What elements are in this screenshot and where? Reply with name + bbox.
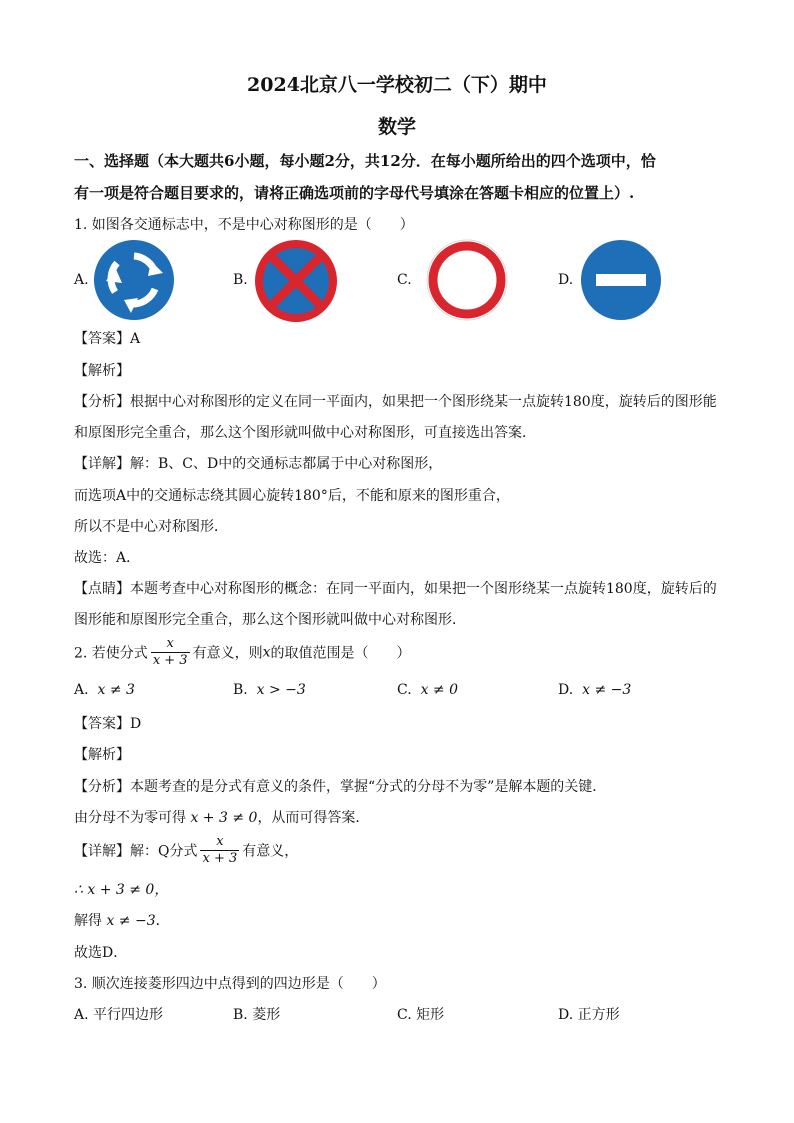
q2-option-b-value: x > −3 xyxy=(256,682,306,698)
section-heading-line1: 一、选择题（本大题共6小题，每小题2分，共12分．在每小题所给出的四个选项中，恰 xyxy=(74,152,656,170)
q2-option-a-value: x ≠ 3 xyxy=(97,682,135,698)
q2-answer: 【答案】D xyxy=(74,716,142,732)
no-entry-sign-icon xyxy=(580,239,662,321)
q2-option-d-label: D. xyxy=(558,682,574,698)
q3-option-a: A. 平行四边形 xyxy=(74,1007,164,1023)
q2-option-a-label: A. xyxy=(74,682,89,698)
q2-solve-post: ． xyxy=(155,913,170,929)
roundabout-sign-icon xyxy=(93,239,175,321)
q2-xiangjie-fraction xyxy=(200,834,239,867)
q2-reason-pre: 由分母不为零可得 xyxy=(74,810,186,826)
q1-xiangjie-line3: 所以不是中心对称图形． xyxy=(74,519,228,535)
q2-solve-pre: 解得 xyxy=(74,913,102,929)
q3-option-b: B. 菱形 xyxy=(233,1007,281,1023)
q1-dianjing-line2: 图形能和原图形完全重合，那么这个图形就叫做中心对称图形． xyxy=(74,612,466,628)
q2-option-a xyxy=(74,682,135,698)
q2-option-b-label: B. xyxy=(233,682,248,698)
no-vehicles-sign-icon xyxy=(426,239,508,321)
q2-solve-math: x ≠ −3 xyxy=(106,913,156,929)
q2-stem-end: 的取值范围是（ ） xyxy=(270,645,411,662)
q1-option-c-label: C. xyxy=(397,272,412,288)
q1-stem: 1. 如图各交通标志中，不是中心对称图形的是（ ） xyxy=(74,217,414,233)
q2-analysis-heading: 【解析】 xyxy=(74,747,130,763)
q2-stem-pre: 2. 若使分式 xyxy=(74,645,148,662)
q2-option-c-label: C. xyxy=(397,682,412,698)
q1-fenxi-line1: 【分析】根据中心对称图形的定义在同一平面内，如果把一个图形绕某一点旋转180度，旋转后的图形能 xyxy=(74,394,717,410)
q1-option-a-label: A. xyxy=(74,272,89,288)
q2-stem xyxy=(74,636,410,669)
q1-dianjing-line1: 【点睛】本题考查中心对称图形的概念：在同一平面内，如果把一个图形绕某一点旋转180度，旋转后的 xyxy=(74,581,717,597)
q1-answer: 【答案】A xyxy=(74,331,141,347)
q2-xiangjie-fraction-numerator: x xyxy=(200,834,239,851)
q2-stem-var: x xyxy=(262,644,271,661)
q2-xiangjie-post: 有意义， xyxy=(242,843,299,860)
q2-option-c-value: x ≠ 0 xyxy=(420,682,459,698)
q2-option-b xyxy=(233,682,306,698)
q1-choose: 故选：A． xyxy=(74,550,141,566)
q2-xiangjie xyxy=(74,834,298,867)
q3-option-d: D. 正方形 xyxy=(558,1007,620,1023)
q2-reason-math: x + 3 ≠ 0 xyxy=(190,810,258,826)
q1-xiangjie-line1: 【详解】解：B、C、D中的交通标志都属于中心对称图形， xyxy=(74,456,443,472)
q3-option-c: C. 矩形 xyxy=(397,1007,445,1023)
no-stopping-sign-icon xyxy=(254,239,338,323)
q3-stem: 3. 顺次连接菱形四边中点得到的四边形是（ ） xyxy=(74,976,386,992)
q2-option-d xyxy=(558,682,631,698)
q2-fraction-numerator: x xyxy=(151,636,190,653)
q2-xiangjie-pre: 【详解】解：Q分式 xyxy=(74,843,198,860)
page-title: 2024北京八一学校初二（下）期中 xyxy=(247,74,547,96)
q2-fraction xyxy=(151,636,190,669)
q2-fenxi: 【分析】本题考查的是分式有意义的条件，掌握“分式的分母不为零”是解本题的关键． xyxy=(74,779,607,795)
q1-option-d-label: D. xyxy=(558,272,574,288)
q2-reason-post: ，从而可得答案． xyxy=(257,810,370,826)
q2-choose: 故选D． xyxy=(74,945,128,961)
q2-therefore: ∴ x + 3 ≠ 0， xyxy=(74,882,169,898)
q2-fraction-denominator: x + 3 xyxy=(152,653,188,668)
q1-xiangjie-line2: 而选项A中的交通标志绕其圆心旋转180°后，不能和原来的图形重合， xyxy=(74,488,510,504)
q2-solve xyxy=(74,910,170,930)
q2-option-c xyxy=(397,682,458,698)
page-subtitle: 数学 xyxy=(377,116,416,138)
q1-analysis-heading: 【解析】 xyxy=(74,363,130,379)
q1-fenxi-line2: 和原图形完全重合，那么这个图形就叫做中心对称图形，可直接选出答案． xyxy=(74,425,536,441)
section-heading-line2: 有一项是符合题目要求的，请将正确选项前的字母代号填涂在答题卡相应的位置上）. xyxy=(74,184,635,202)
q2-xiangjie-fraction-denominator: x + 3 xyxy=(202,851,238,866)
q2-option-d-value: x ≠ −3 xyxy=(582,682,632,698)
q2-reason-line xyxy=(74,807,369,827)
q2-stem-post: 有意义，则 xyxy=(192,645,263,662)
q1-option-b-label: B. xyxy=(233,272,248,288)
